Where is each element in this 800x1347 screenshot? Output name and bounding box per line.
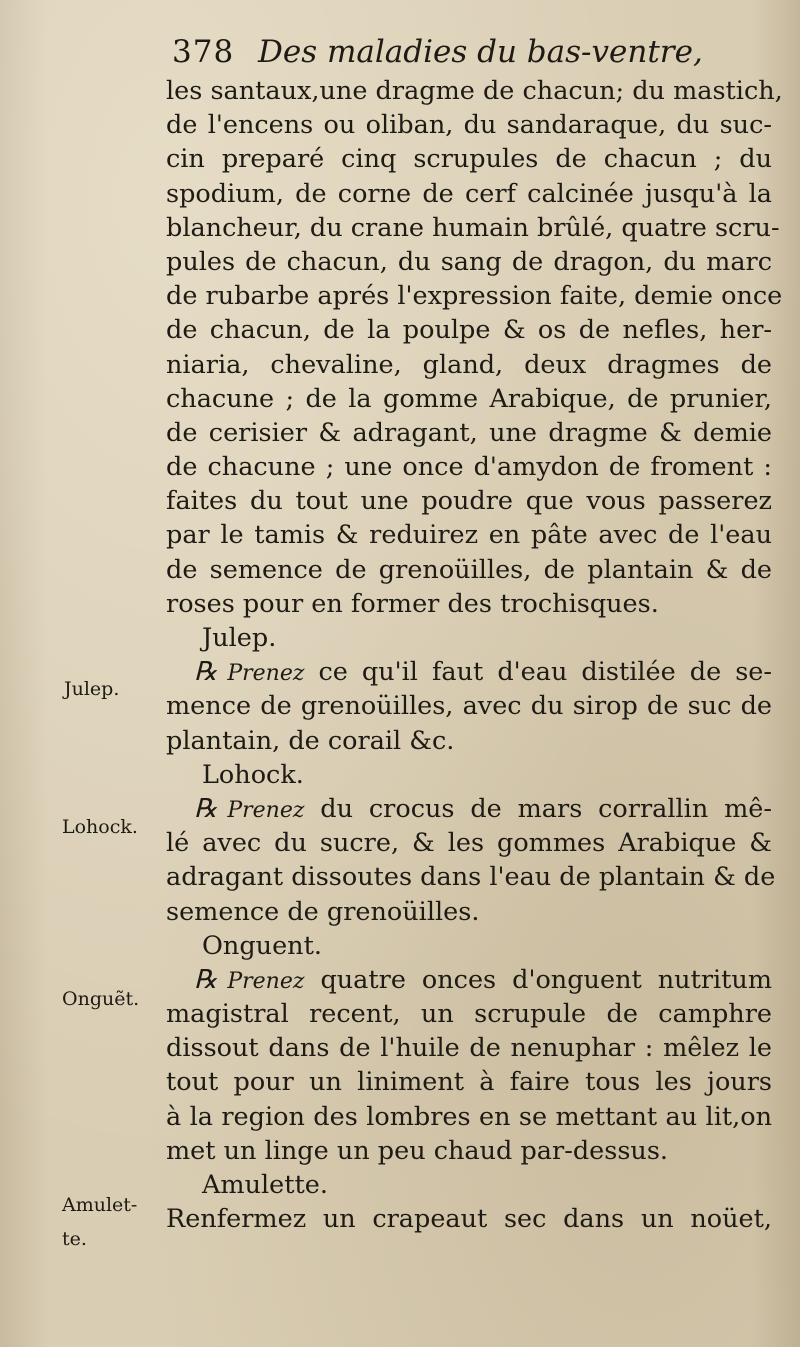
section-heading-lohock: Lohock. xyxy=(202,759,304,790)
body-line: pules de chacun, du sang de dragon, du marc xyxy=(166,246,772,277)
recipe-line: mence de grenoüilles, avec du sirop de suc de xyxy=(166,691,772,722)
recipe-line: Renfermez un crapeaut sec dans un noüet, xyxy=(166,1204,772,1235)
body-line: de rubarbe aprés l'expression faite, demie once xyxy=(166,281,783,312)
recipe-line: adragant dissoutes dans l'eau de plantain & de xyxy=(166,862,776,893)
margin-note-amulette-cont: te. xyxy=(62,1228,87,1250)
prenez-label: Prenez xyxy=(227,797,305,823)
recipe-line: tout pour un liniment à faire tous les jours xyxy=(166,1067,772,1098)
margin-note-julep: Julep. xyxy=(64,678,120,700)
running-header xyxy=(172,32,772,72)
prenez-label: Prenez xyxy=(227,968,305,994)
recipe-line: semence de grenoüilles. xyxy=(166,896,480,927)
running-title: Des maladies du bas-ventre, xyxy=(258,34,703,70)
body-line: par le tamis & reduirez en pâte avec de l'eau xyxy=(166,520,772,551)
recipe-line: plantain, de corail &c. xyxy=(166,725,455,756)
section-heading-onguent: Onguent. xyxy=(202,930,322,961)
margin-note-lohock: Lohock. xyxy=(62,816,138,838)
recipe-line xyxy=(166,792,772,826)
page-number: 378 xyxy=(172,34,235,70)
body-line: cin preparé cinq scrupules de chacun ; du xyxy=(166,144,772,175)
body-line: de l'encens ou oliban, du sandaraque, du suc- xyxy=(166,110,772,141)
margin-note-amulette: Amulet- xyxy=(62,1194,138,1216)
section-heading-amulette: Amulette. xyxy=(202,1170,328,1200)
body-line: faites du tout une poudre que vous passerez xyxy=(166,486,772,517)
body-line: de chacun, de la poulpe & os de nefles, her- xyxy=(166,315,772,346)
recipe-line xyxy=(166,655,772,689)
recipe-line: lé avec du sucre, & les gommes Arabique & xyxy=(166,828,772,859)
recipe-text: ce qu'il faut d'eau distilée de se- xyxy=(318,657,773,688)
prenez-label: Prenez xyxy=(227,661,305,687)
recipe-symbol-icon: ℞ xyxy=(194,657,218,688)
body-line: de cerisier & adragant, une dragme & demie xyxy=(166,417,772,448)
recipe-text: du crocus de mars corrallin mê- xyxy=(320,793,772,824)
body-line: de chacune ; une once d'amydon de froment : xyxy=(166,452,772,483)
body-line: spodium, de corne de cerf calcinée jusqu'à la xyxy=(166,178,772,209)
recipe-text: quatre onces d'onguent nutritum xyxy=(320,964,773,995)
margin-note-onguent: Onguẽt. xyxy=(62,988,140,1010)
body-line: de semence de grenoüilles, de plantain & de xyxy=(166,554,772,585)
recipe-symbol-icon: ℞ xyxy=(194,964,218,995)
recipe-line: magistral recent, un scrupule de camphre xyxy=(166,999,772,1030)
body-line: les santaux,une dragme de chacun; du mastich, xyxy=(166,76,783,106)
recipe-line: met un linge un peu chaud par-dessus. xyxy=(166,1135,669,1166)
section-heading-julep: Julep. xyxy=(202,623,277,653)
recipe-symbol-icon: ℞ xyxy=(194,793,218,824)
body-line: chacune ; de la gomme Arabique, de prunier, xyxy=(166,383,772,414)
body-line: roses pour en former des trochisques. xyxy=(166,588,659,619)
recipe-line: à la region des lombres en se mettant au lit,on xyxy=(166,1101,772,1132)
page-body xyxy=(166,74,783,1236)
body-line: blancheur, du crane humain brûlé, quatre scru- xyxy=(166,212,780,243)
recipe-line xyxy=(166,963,772,997)
recipe-line: dissout dans de l'huile de nenuphar : mêlez le xyxy=(166,1033,772,1064)
body-line: niaria, chevaline, gland, deux dragmes de xyxy=(166,349,772,380)
